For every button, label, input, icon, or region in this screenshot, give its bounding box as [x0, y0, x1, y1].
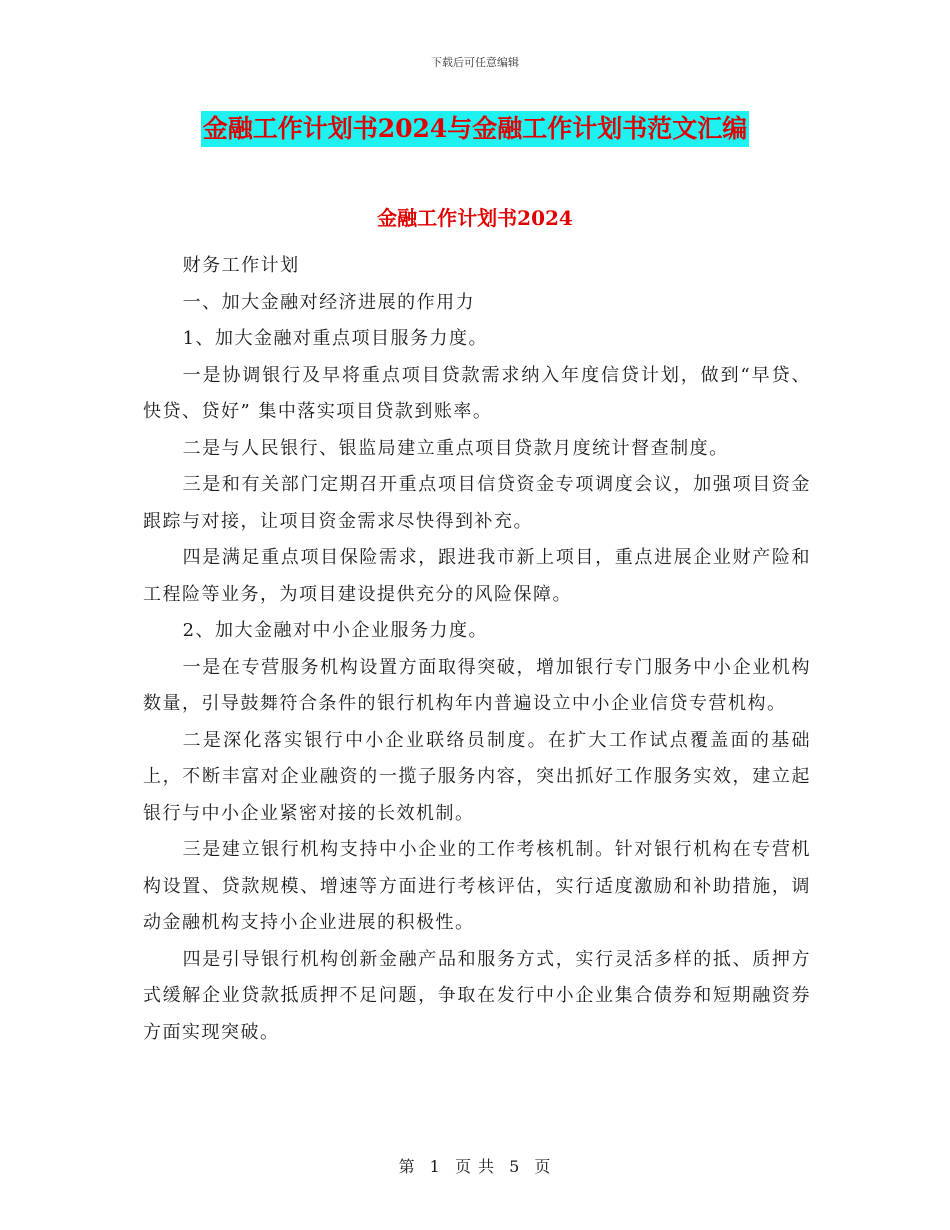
paragraph: 2、加大金融对中小企业服务力度。 [182, 620, 489, 641]
header-note: 下载后可任意编辑 [431, 56, 519, 69]
footer-suffix: 页 [534, 1157, 552, 1176]
paragraph: 财务工作计划 [182, 255, 300, 276]
paragraph: 三是建立银行机构支持中小企业的工作考核机制。针对银行机构在专营机构设置、贷款规模、增速等方面进行考核评估，实行适度激励和补助措施，调动金融机构支持小企业进展的积极性。 [143, 839, 811, 933]
current-page-number: 1 [429, 1157, 441, 1176]
page-footer [0, 1154, 950, 1177]
paragraph: 四是引导银行机构创新金融产品和服务方式，实行灵活多样的抵、质押方式缓解企业贷款抵质押不足问题，争取在发行中小企业集合债券和短期融资券方面实现突破。 [143, 948, 811, 1043]
total-page-count: 5 [509, 1157, 521, 1176]
document-body [143, 248, 811, 1051]
paragraph: 二是与人民银行、银监局建立重点项目贷款月度统计督查制度。 [182, 437, 729, 459]
paragraph: 四是满足重点项目保险需求，跟进我市新上项目，重点进展企业财产险和工程险等业务，为项目建设提供充分的风险保障。 [143, 547, 811, 605]
document-title-wrapper [0, 111, 950, 147]
paragraph: 一、加大金融对经济进展的作用力 [182, 291, 476, 313]
document-title: 金融工作计划书2024与金融工作计划书范文汇编 [201, 111, 750, 147]
paragraph: 一是在专营服务机构设置方面取得突破，增加银行专门服务中小企业机构数量，引导鼓舞符合条件的银行机构年内普遍设立中小企业信贷专营机构。 [143, 656, 811, 714]
paragraph: 1、加大金融对重点项目服务力度。 [182, 328, 489, 349]
paragraph: 一是协调银行及早将重点项目贷款需求纳入年度信贷计划，做到“早贷、快贷、贷好” 集中落实项目贷款到账率。 [143, 364, 811, 422]
footer-mid: 页 共 [454, 1157, 496, 1176]
footer-prefix: 第 [398, 1157, 416, 1176]
paragraph: 三是和有关部门定期召开重点项目信贷资金专项调度会议，加强项目资金跟踪与对接，让项目资金需求尽快得到补充。 [143, 474, 811, 532]
section-title: 金融工作计划书2024 [377, 206, 573, 230]
paragraph: 二是深化落实银行中小企业联络员制度。在扩大工作试点覆盖面的基础上，不断丰富对企业融资的一揽子服务内容，突出抓好工作服务实效，建立起银行与中小企业紧密对接的长效机制。 [143, 729, 811, 824]
